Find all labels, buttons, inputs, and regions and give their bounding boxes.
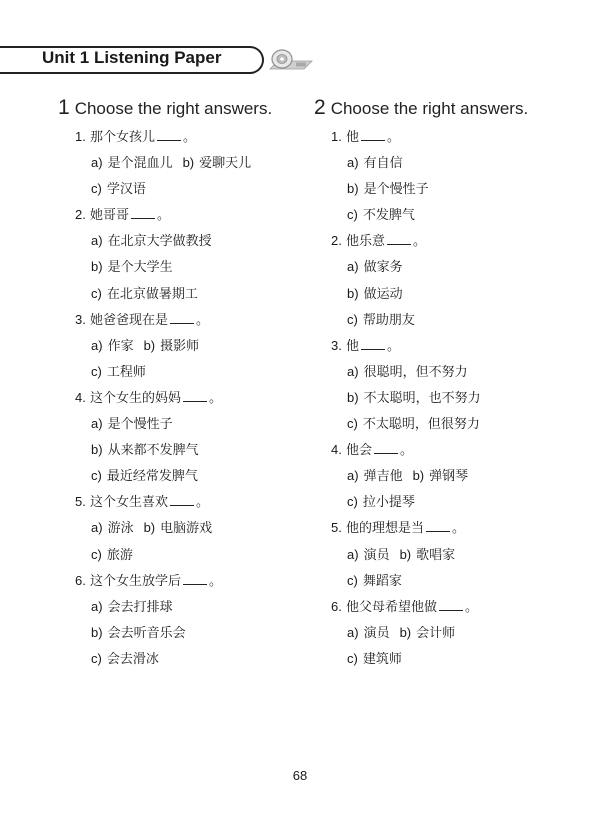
section-number: 2 <box>314 96 326 119</box>
option-letter: a) <box>91 155 103 171</box>
question-number: 5. <box>331 520 342 536</box>
option-text: 拉小提琴 <box>362 495 415 511</box>
option-text: 不太聪明，也不努力 <box>363 390 481 406</box>
option-text: 舞蹈家 <box>362 573 402 589</box>
option-letter: b) <box>347 181 359 197</box>
question-item <box>331 124 481 150</box>
option-text: 不发脾气 <box>362 208 415 224</box>
option-row <box>75 254 251 280</box>
option-text: 是个混血儿 <box>107 156 173 172</box>
answer-blank <box>183 390 207 402</box>
question-punctuation: 。 <box>387 338 401 354</box>
question-number: 5. <box>75 494 86 510</box>
option-text: 是个大学生 <box>107 260 173 276</box>
option-letter: a) <box>91 233 103 249</box>
question-punctuation: 。 <box>209 390 223 406</box>
option-letter: c) <box>91 650 102 666</box>
question-punctuation: 。 <box>387 130 401 145</box>
option-row <box>75 281 251 307</box>
answer-blank <box>361 129 385 141</box>
answer-blank <box>170 494 194 506</box>
question-text: 这个女生放学后 <box>89 573 181 589</box>
option-letter: b) <box>399 624 412 640</box>
question-item <box>331 515 481 541</box>
option-row <box>331 489 481 515</box>
option-row <box>75 542 251 568</box>
question-punctuation: 。 <box>413 234 427 250</box>
question-item <box>75 202 251 228</box>
option-text: 旅游 <box>106 547 133 563</box>
question-punctuation: 。 <box>196 312 210 328</box>
option-row <box>331 463 481 489</box>
option-letter: b) <box>143 337 156 353</box>
option-row <box>331 411 481 437</box>
option-row <box>75 437 251 463</box>
option-row <box>75 411 251 437</box>
option-letter: b) <box>182 155 195 171</box>
option-text: 会去滑冰 <box>106 651 159 667</box>
option-letter: a) <box>91 416 103 432</box>
option-text: 摄影师 <box>160 338 200 354</box>
question-text: 他会 <box>345 443 372 459</box>
question-punctuation: 。 <box>209 573 223 589</box>
option-text: 做运动 <box>363 286 403 302</box>
option-text: 演员 <box>363 547 390 563</box>
answer-blank <box>374 442 398 454</box>
option-row <box>75 515 251 541</box>
question-item <box>331 437 481 463</box>
question-number: 4. <box>75 389 86 405</box>
option-text: 弹吉他 <box>363 469 403 485</box>
question-number: 4. <box>331 442 342 458</box>
option-letter: b) <box>347 285 359 301</box>
option-row <box>331 385 481 411</box>
option-row <box>75 176 251 202</box>
option-text: 建筑师 <box>362 651 402 667</box>
answer-blank <box>439 599 463 611</box>
question-text: 他 <box>345 338 359 354</box>
question-item <box>75 489 251 515</box>
option-row <box>331 307 481 333</box>
option-row <box>75 646 251 672</box>
question-punctuation: 。 <box>183 130 197 145</box>
question-number: 2. <box>75 207 86 223</box>
option-text: 帮助朋友 <box>362 312 415 328</box>
page-number: 68 <box>292 768 308 783</box>
question-item <box>75 124 251 150</box>
option-letter: c) <box>347 572 358 588</box>
question-text: 他的理想是当 <box>345 521 424 537</box>
option-letter: c) <box>91 285 102 301</box>
question-text: 她爸爸现在是 <box>89 312 168 328</box>
option-row <box>331 281 481 307</box>
option-row <box>331 150 481 176</box>
answer-blank <box>426 520 450 532</box>
question-item <box>331 333 481 359</box>
option-row <box>75 594 251 620</box>
option-text: 歌唱家 <box>416 547 456 563</box>
option-text: 有自信 <box>363 156 403 172</box>
question-number: 1. <box>331 129 342 144</box>
option-text: 最近经常发脾气 <box>106 469 198 485</box>
option-letter: a) <box>91 520 103 536</box>
option-letter: b) <box>399 546 412 562</box>
option-letter: c) <box>347 494 358 510</box>
question-text: 他乐意 <box>345 234 385 250</box>
option-letter: c) <box>347 311 358 327</box>
question-text: 那个女孩儿 <box>89 130 155 145</box>
option-text: 弹钢琴 <box>429 469 469 485</box>
option-text: 演员 <box>363 625 390 641</box>
option-letter: c) <box>91 181 102 197</box>
option-letter: a) <box>347 468 359 484</box>
question-number: 6. <box>331 598 342 614</box>
question-punctuation: 。 <box>465 599 479 615</box>
answer-blank <box>157 129 181 141</box>
question-text: 他 <box>345 130 359 145</box>
option-text: 作家 <box>107 338 134 354</box>
answer-blank <box>183 573 207 585</box>
cd-disc-icon <box>268 47 314 71</box>
option-letter: a) <box>347 155 359 171</box>
question-item <box>331 228 481 254</box>
section-2-questions <box>331 124 481 672</box>
page-title: Unit 1 Listening Paper <box>42 48 222 67</box>
option-row <box>331 620 481 646</box>
option-row <box>75 463 251 489</box>
option-row <box>75 359 251 385</box>
option-row <box>331 254 481 280</box>
option-row <box>331 542 481 568</box>
option-letter: a) <box>347 624 359 640</box>
option-letter: b) <box>91 442 103 458</box>
option-letter: b) <box>412 468 425 484</box>
option-text: 做家务 <box>363 260 403 276</box>
option-text: 是个慢性子 <box>107 417 173 433</box>
option-text: 工程师 <box>106 364 146 380</box>
question-text: 这个女生喜欢 <box>89 495 168 511</box>
option-row <box>331 568 481 594</box>
option-letter: a) <box>91 337 103 353</box>
option-row <box>331 646 481 672</box>
section-instruction: Choose the right answers. <box>330 99 529 118</box>
question-number: 3. <box>331 337 342 353</box>
option-text: 游泳 <box>107 521 134 537</box>
question-punctuation: 。 <box>400 443 414 459</box>
question-text: 她哥哥 <box>89 208 129 224</box>
option-letter: b) <box>91 259 103 275</box>
question-number: 3. <box>75 311 86 327</box>
option-letter: c) <box>91 468 102 484</box>
option-letter: a) <box>347 546 359 562</box>
question-text: 这个女生的妈妈 <box>89 390 181 406</box>
option-text: 会去听音乐会 <box>107 625 186 641</box>
option-letter: c) <box>91 363 102 379</box>
option-letter: a) <box>347 363 359 379</box>
section-1-questions <box>75 124 251 672</box>
option-letter: c) <box>347 650 358 666</box>
option-letter: c) <box>347 416 358 432</box>
section-instruction: Choose the right answers. <box>74 99 273 118</box>
section-1-heading <box>58 96 272 120</box>
option-letter: b) <box>91 624 103 640</box>
option-letter: b) <box>347 389 359 405</box>
option-text: 爱聊天儿 <box>199 156 252 172</box>
option-row <box>75 620 251 646</box>
option-text: 不太聪明，但很努力 <box>362 417 480 433</box>
answer-blank <box>361 338 385 350</box>
option-row <box>75 150 251 176</box>
question-item <box>75 307 251 333</box>
question-number: 6. <box>75 572 86 588</box>
option-row <box>331 202 481 228</box>
question-item <box>331 594 481 620</box>
option-letter: c) <box>91 546 102 562</box>
answer-blank <box>387 233 411 245</box>
option-letter: a) <box>91 598 103 614</box>
option-row <box>331 359 481 385</box>
question-punctuation: 。 <box>452 521 466 537</box>
option-row <box>75 228 251 254</box>
option-row <box>75 333 251 359</box>
option-text: 很聪明，但不努力 <box>363 364 468 380</box>
question-number: 1. <box>75 129 86 144</box>
option-text: 在北京做暑期工 <box>106 286 198 302</box>
option-text: 电脑游戏 <box>160 521 213 537</box>
question-text: 他父母希望他做 <box>345 599 437 615</box>
option-text: 是个慢性子 <box>363 182 429 198</box>
option-text: 从来都不发脾气 <box>107 443 199 459</box>
question-number: 2. <box>331 233 342 249</box>
answer-blank <box>131 207 155 219</box>
option-text: 会去打排球 <box>107 599 173 615</box>
option-letter: c) <box>347 207 358 223</box>
section-number: 1 <box>58 96 70 119</box>
option-letter: a) <box>347 259 359 275</box>
question-item <box>75 385 251 411</box>
option-text: 会计师 <box>416 625 456 641</box>
question-punctuation: 。 <box>196 495 210 511</box>
option-text: 在北京大学做教授 <box>107 234 212 250</box>
question-item <box>75 568 251 594</box>
option-row <box>331 176 481 202</box>
section-2-heading <box>314 96 528 120</box>
answer-blank <box>170 312 194 324</box>
option-letter: b) <box>143 520 156 536</box>
option-text: 学汉语 <box>106 182 146 198</box>
question-punctuation: 。 <box>157 208 171 224</box>
